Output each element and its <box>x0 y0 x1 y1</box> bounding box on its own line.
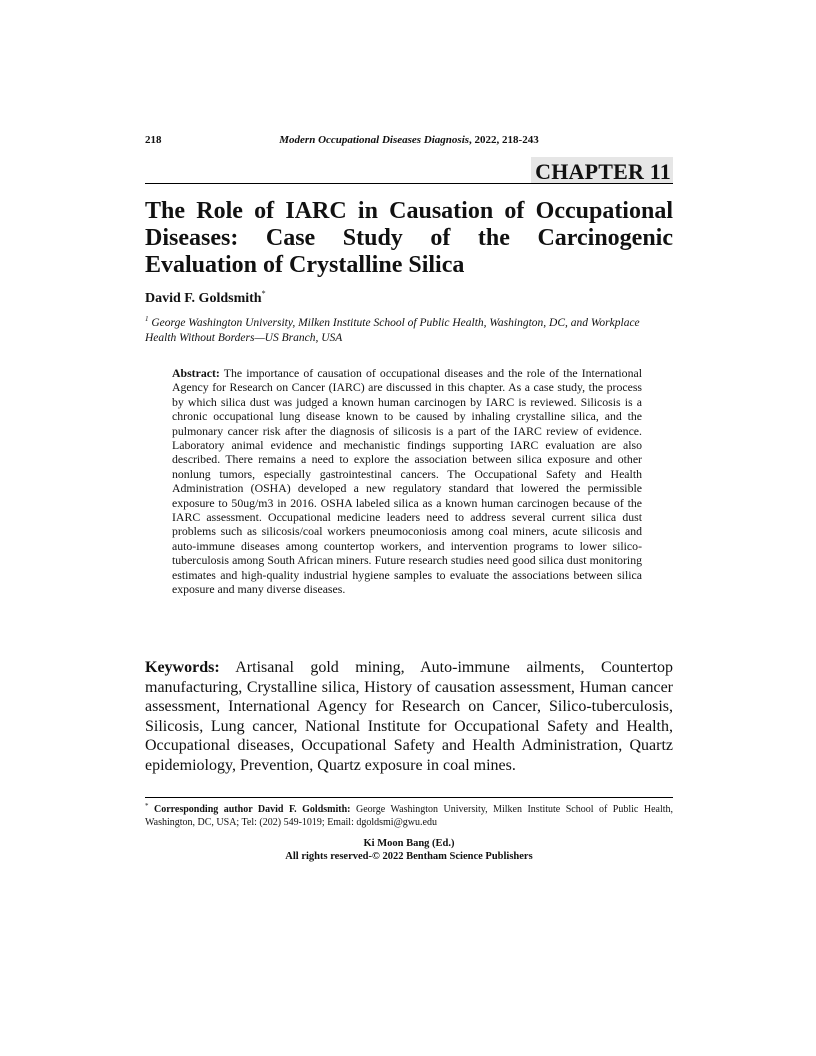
running-head <box>145 134 673 150</box>
abstract <box>172 366 642 597</box>
chapter-label: CHAPTER 11 <box>531 157 673 184</box>
abstract-label: Abstract: <box>172 366 220 380</box>
editor-block <box>145 837 673 863</box>
footnote-label: Corresponding author David F. Goldsmith: <box>153 804 351 815</box>
footnote-text: George Washington University, Milken Institute School of Public Health, Washington, DC, USA; Tel: (202) 549-1019; Email: dgoldsmi@gwu.edu <box>145 804 673 828</box>
keywords-label: Keywords: <box>145 659 220 676</box>
affiliation <box>145 312 673 346</box>
chapter-rule <box>145 183 673 184</box>
author-name: David F. Goldsmith <box>145 291 262 306</box>
editor-name: Ki Moon Bang (Ed.) <box>363 838 455 849</box>
chapter-title: The Role of IARC in Causation of Occupational Diseases: Case Study of the Carcinogenic Evaluation of Crystalline Silica <box>145 198 673 278</box>
footnote-rule <box>145 797 673 798</box>
page-number: 218 <box>145 134 162 146</box>
journal-name: Modern Occupational Diseases Diagnosis <box>279 134 470 146</box>
copyright-line: All rights reserved-© 2022 Bentham Science Publishers <box>285 851 533 862</box>
journal-citation <box>145 134 673 146</box>
affiliation-marker: 1 <box>145 315 149 323</box>
abstract-text: The importance of causation of occupational diseases and the role of the International Agency for Research on Cancer (IARC) are discussed in this chapter. As a case study, the process by which silica dust was judged a known human carcinogen by IARC is reviewed. Silicosis is a chronic occupational lung disease known to be caused by inhaling crystalline silica, and the pulmonary cancer risk after the diagnosis of silicosis is a part of the IARC review of evidence. Laboratory animal evidence and mechanistic findings supporting IARC evaluation are also described. There remains a need to explore the association between silica exposure and other nonlung tumors, especially gastrointestinal cancers. The Occupational Safety and Health Administration (OSHA) developed a new regulatory standard that lowered the permissible exposure to 50ug/m3 in 2016. OSHA labeled silica as a known human carcinogen because of the IARC assessment. Occupational medicine leaders need to address several current silica dust problems such as silicosis/coal workers pneumoconiosis among coal miners, acute silicosis and auto-immune diseases among countertop workers, and intervention programs to lower silico-tuberculosis among South African miners. Future research studies need good silica dust monitoring estimates and high-quality industrial hygiene samples to evaluate the associations between silica exposure and many diverse diseases. <box>172 366 642 597</box>
keywords-text: Artisanal gold mining, Auto-immune ailments, Countertop manufacturing, Crystalline silica, History of causation assessment, Human cancer assessment, International Agency for Research on Cancer, Silico-tuberculosis, Silicosis, Lung cancer, National Institute for Occupational Safety and Health, Occupational diseases, Occupational Safety and Health Administration, Quartz epidemiology, Prevention, Quartz exposure in coal mines. <box>145 659 674 774</box>
footnote <box>145 800 673 829</box>
keywords <box>145 658 673 775</box>
affiliation-text: George Washington University, Milken Institute School of Public Health, Washington, DC, and Workplace Health Without Borders—US Branch, USA <box>145 317 640 344</box>
footnote-marker: * <box>145 802 149 810</box>
author-line <box>145 289 266 307</box>
author-marker: * <box>261 289 266 298</box>
journal-volume-info: , 2022, 218-243 <box>469 134 539 146</box>
